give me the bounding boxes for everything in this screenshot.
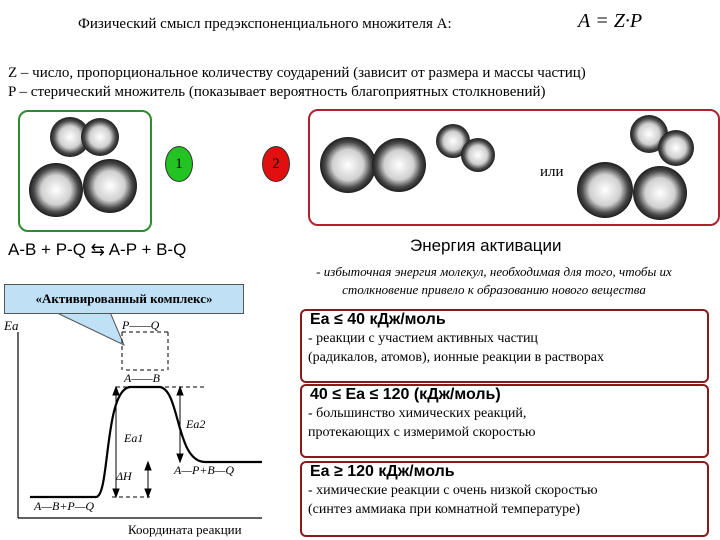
z-definition: Z – число, пропорциональное количеству соударений (зависит от размера и массы частиц) (8, 65, 586, 81)
panel-line: - большинство химических реакций, (308, 406, 527, 421)
complex-bottom-label: A——B (124, 371, 160, 385)
ea2-label: Ea2 (186, 417, 206, 431)
slide-title: Физический смысл предэкспоненциального множителя А: (78, 16, 452, 32)
activation-energy-title: Энергия активации (410, 236, 562, 255)
reaction-equation: A-B + P-Q ⇆ A-P + B-Q (8, 240, 187, 259)
or-label: или (540, 164, 564, 180)
energy-curve (30, 387, 262, 497)
panel-line: - химические реакции с очень низкой скоростью (308, 483, 598, 498)
panel-line: протекающих с измеримой скоростью (308, 425, 536, 440)
panel-heading: 40 ≤ Ea ≤ 120 (кДж/моль) (310, 386, 501, 403)
panel-line: (радикалов, атомов), ионные реакции в растворах (308, 350, 605, 365)
ea-range-panel-low (300, 309, 709, 383)
y-axis-label: Ea (4, 318, 19, 333)
p-definition: P – стерический множитель (показывает вероятность благоприятных столкновений) (8, 84, 546, 100)
energy-diagram (0, 0, 300, 540)
panel-heading: Ea ≥ 120 кДж/моль (310, 463, 455, 480)
formula: А = Z·P (578, 10, 643, 32)
panel-heading: Ea ≤ 40 кДж/моль (310, 311, 446, 328)
panel-line: (синтез аммиака при комнатной температуре) (308, 502, 581, 517)
ea-range-panel-high (300, 461, 709, 537)
label-2-badge: 2 (262, 146, 290, 182)
reactants-label: A—B+P—Q (34, 499, 95, 513)
label-1-badge: 1 (165, 146, 193, 182)
ea1-label: Ea1 (124, 431, 144, 445)
ea-range-panel-mid (300, 384, 709, 458)
activation-energy-definition: - избыточная энергия молекул, необходимая для того, чтобы их столкновение привело к образованию нового вещества (316, 264, 672, 297)
x-axis-label: Координата реакции (128, 522, 242, 537)
products-label: A—P+B—Q (174, 463, 235, 477)
activated-complex-callout: «Активированный комплекс» (4, 284, 244, 314)
dh-label: ΔH (116, 469, 132, 483)
panel-line: - реакции с участием активных частиц (308, 331, 538, 346)
complex-top-label: P——Q (122, 318, 160, 332)
